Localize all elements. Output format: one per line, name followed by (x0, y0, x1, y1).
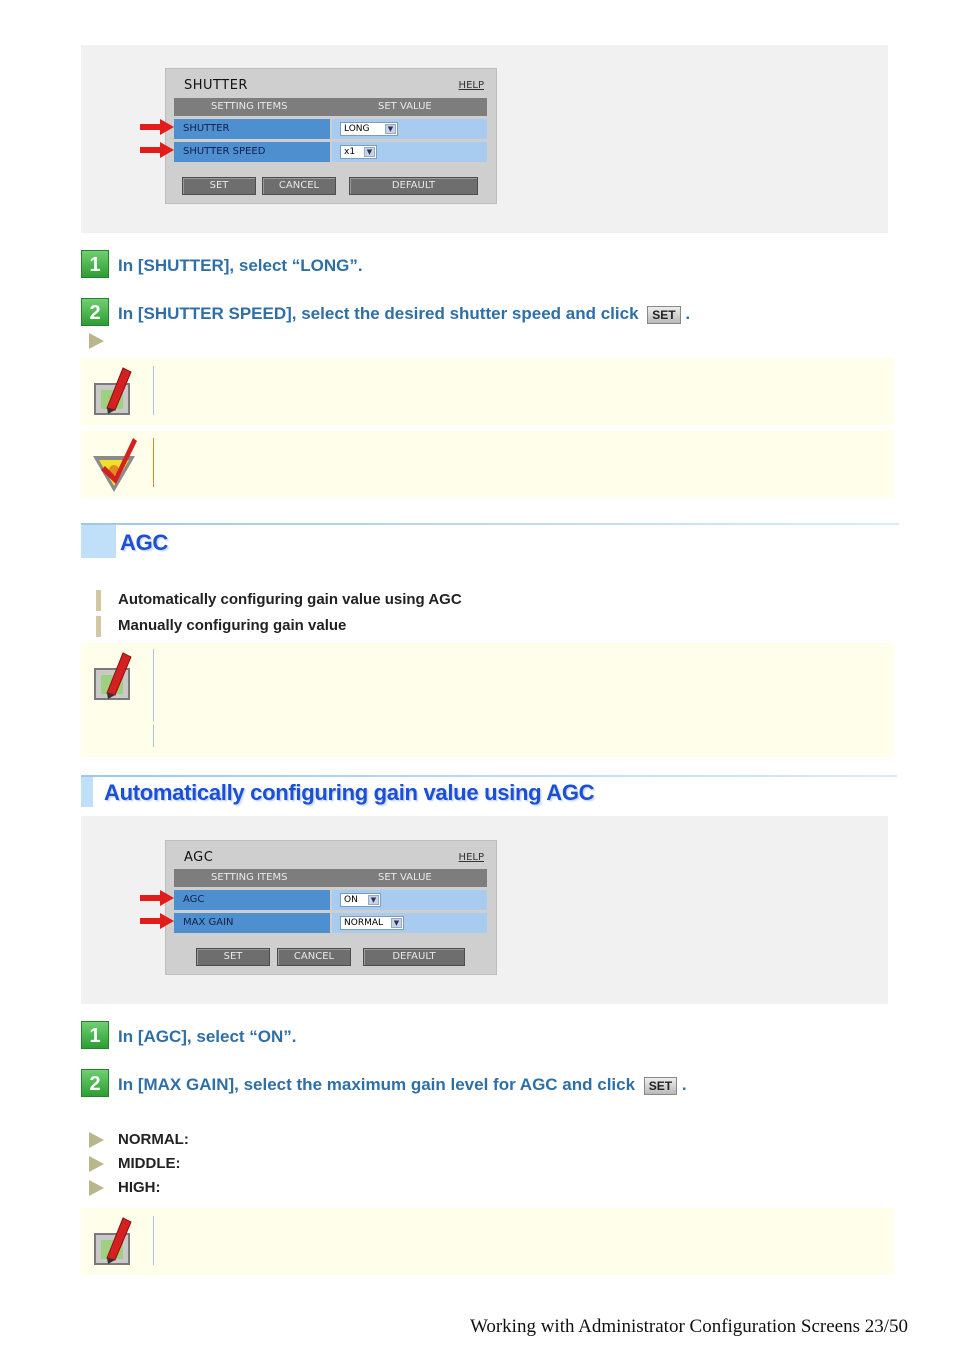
row-max-gain (174, 913, 487, 933)
toc-link-auto[interactable]: Automatically configuring gain value using AGC (118, 591, 462, 608)
toc-link-manual[interactable]: Manually configuring gain value (118, 617, 347, 634)
max-gain-select[interactable]: NORMAL ▼ (340, 916, 404, 930)
col-setting-items: SETTING ITEMS (211, 101, 288, 112)
red-arrow-icon (140, 142, 174, 158)
row-agc (174, 890, 487, 910)
panel-title: SHUTTER (184, 78, 248, 93)
triangle-bullet-icon (89, 333, 104, 349)
option-middle: MIDDLE: (118, 1155, 181, 1172)
note-box (81, 643, 894, 757)
help-link[interactable]: HELP (458, 852, 484, 863)
row-label: MAX GAIN (174, 913, 330, 933)
caution-check-icon (91, 436, 139, 494)
shutter-settings-panel (165, 68, 497, 204)
pencil-note-icon (93, 649, 135, 701)
step-text: In [AGC], select “ON”. (118, 1027, 297, 1046)
row-shutter (174, 119, 487, 139)
step-number: 2 (81, 1069, 109, 1097)
note-box (81, 1208, 894, 1275)
step-text: In [SHUTTER], select “LONG”. (118, 256, 363, 275)
panel-header (174, 98, 487, 116)
option-normal: NORMAL: (118, 1131, 189, 1148)
chevron-down-icon: ▼ (364, 147, 375, 157)
row-label: SHUTTER (174, 119, 330, 139)
col-set-value: SET VALUE (378, 101, 432, 112)
triangle-bullet-icon (89, 1156, 104, 1172)
triangle-bullet-icon (89, 1180, 104, 1196)
cancel-button[interactable]: CANCEL (262, 177, 336, 195)
chevron-down-icon: ▼ (368, 895, 379, 905)
default-button[interactable]: DEFAULT (363, 948, 465, 966)
agc-settings-panel (165, 840, 497, 975)
heading-rule (81, 775, 897, 777)
note-box (81, 358, 894, 425)
triangle-bullet-icon (89, 1132, 104, 1148)
pencil-note-icon (93, 1214, 135, 1266)
step-number: 2 (81, 298, 109, 326)
step-number: 1 (81, 1021, 109, 1049)
set-chip: SET (647, 306, 680, 324)
page-footer: Working with Administrator Configuration Screens 23/50 (469, 1316, 908, 1337)
step-text: In [MAX GAIN], select the maximum gain level for AGC and click SET . (118, 1075, 687, 1094)
panel-title: AGC (184, 850, 214, 865)
step-text: In [SHUTTER SPEED], select the desired shutter speed and click SET . (118, 304, 691, 323)
set-chip: SET (644, 1077, 677, 1095)
set-button[interactable]: SET (182, 177, 256, 195)
col-set-value: SET VALUE (378, 872, 432, 883)
shutter-speed-select[interactable]: x1 ▼ (340, 145, 377, 159)
option-high: HIGH: (118, 1179, 161, 1196)
section-title-agc: AGC (120, 530, 168, 555)
cancel-button[interactable]: CANCEL (277, 948, 351, 966)
default-button[interactable]: DEFAULT (349, 177, 478, 195)
agc-select[interactable]: ON ▼ (340, 893, 381, 907)
pencil-note-icon (93, 364, 135, 416)
row-label: AGC (174, 890, 330, 910)
red-arrow-icon (140, 890, 174, 906)
set-button[interactable]: SET (196, 948, 270, 966)
red-arrow-icon (140, 913, 174, 929)
heading-rule (81, 523, 899, 525)
row-label: SHUTTER SPEED (174, 142, 330, 162)
red-arrow-icon (140, 119, 174, 135)
caution-box (81, 430, 894, 497)
chevron-down-icon: ▼ (385, 124, 396, 134)
col-setting-items: SETTING ITEMS (211, 872, 288, 883)
chevron-down-icon: ▼ (391, 918, 402, 928)
row-shutter-speed (174, 142, 487, 162)
step-number: 1 (81, 250, 109, 278)
shutter-select[interactable]: LONG ▼ (340, 122, 398, 136)
panel-header (174, 869, 487, 887)
help-link[interactable]: HELP (458, 80, 484, 91)
section-title-auto-agc: Automatically configuring gain value using AGC (104, 780, 595, 805)
